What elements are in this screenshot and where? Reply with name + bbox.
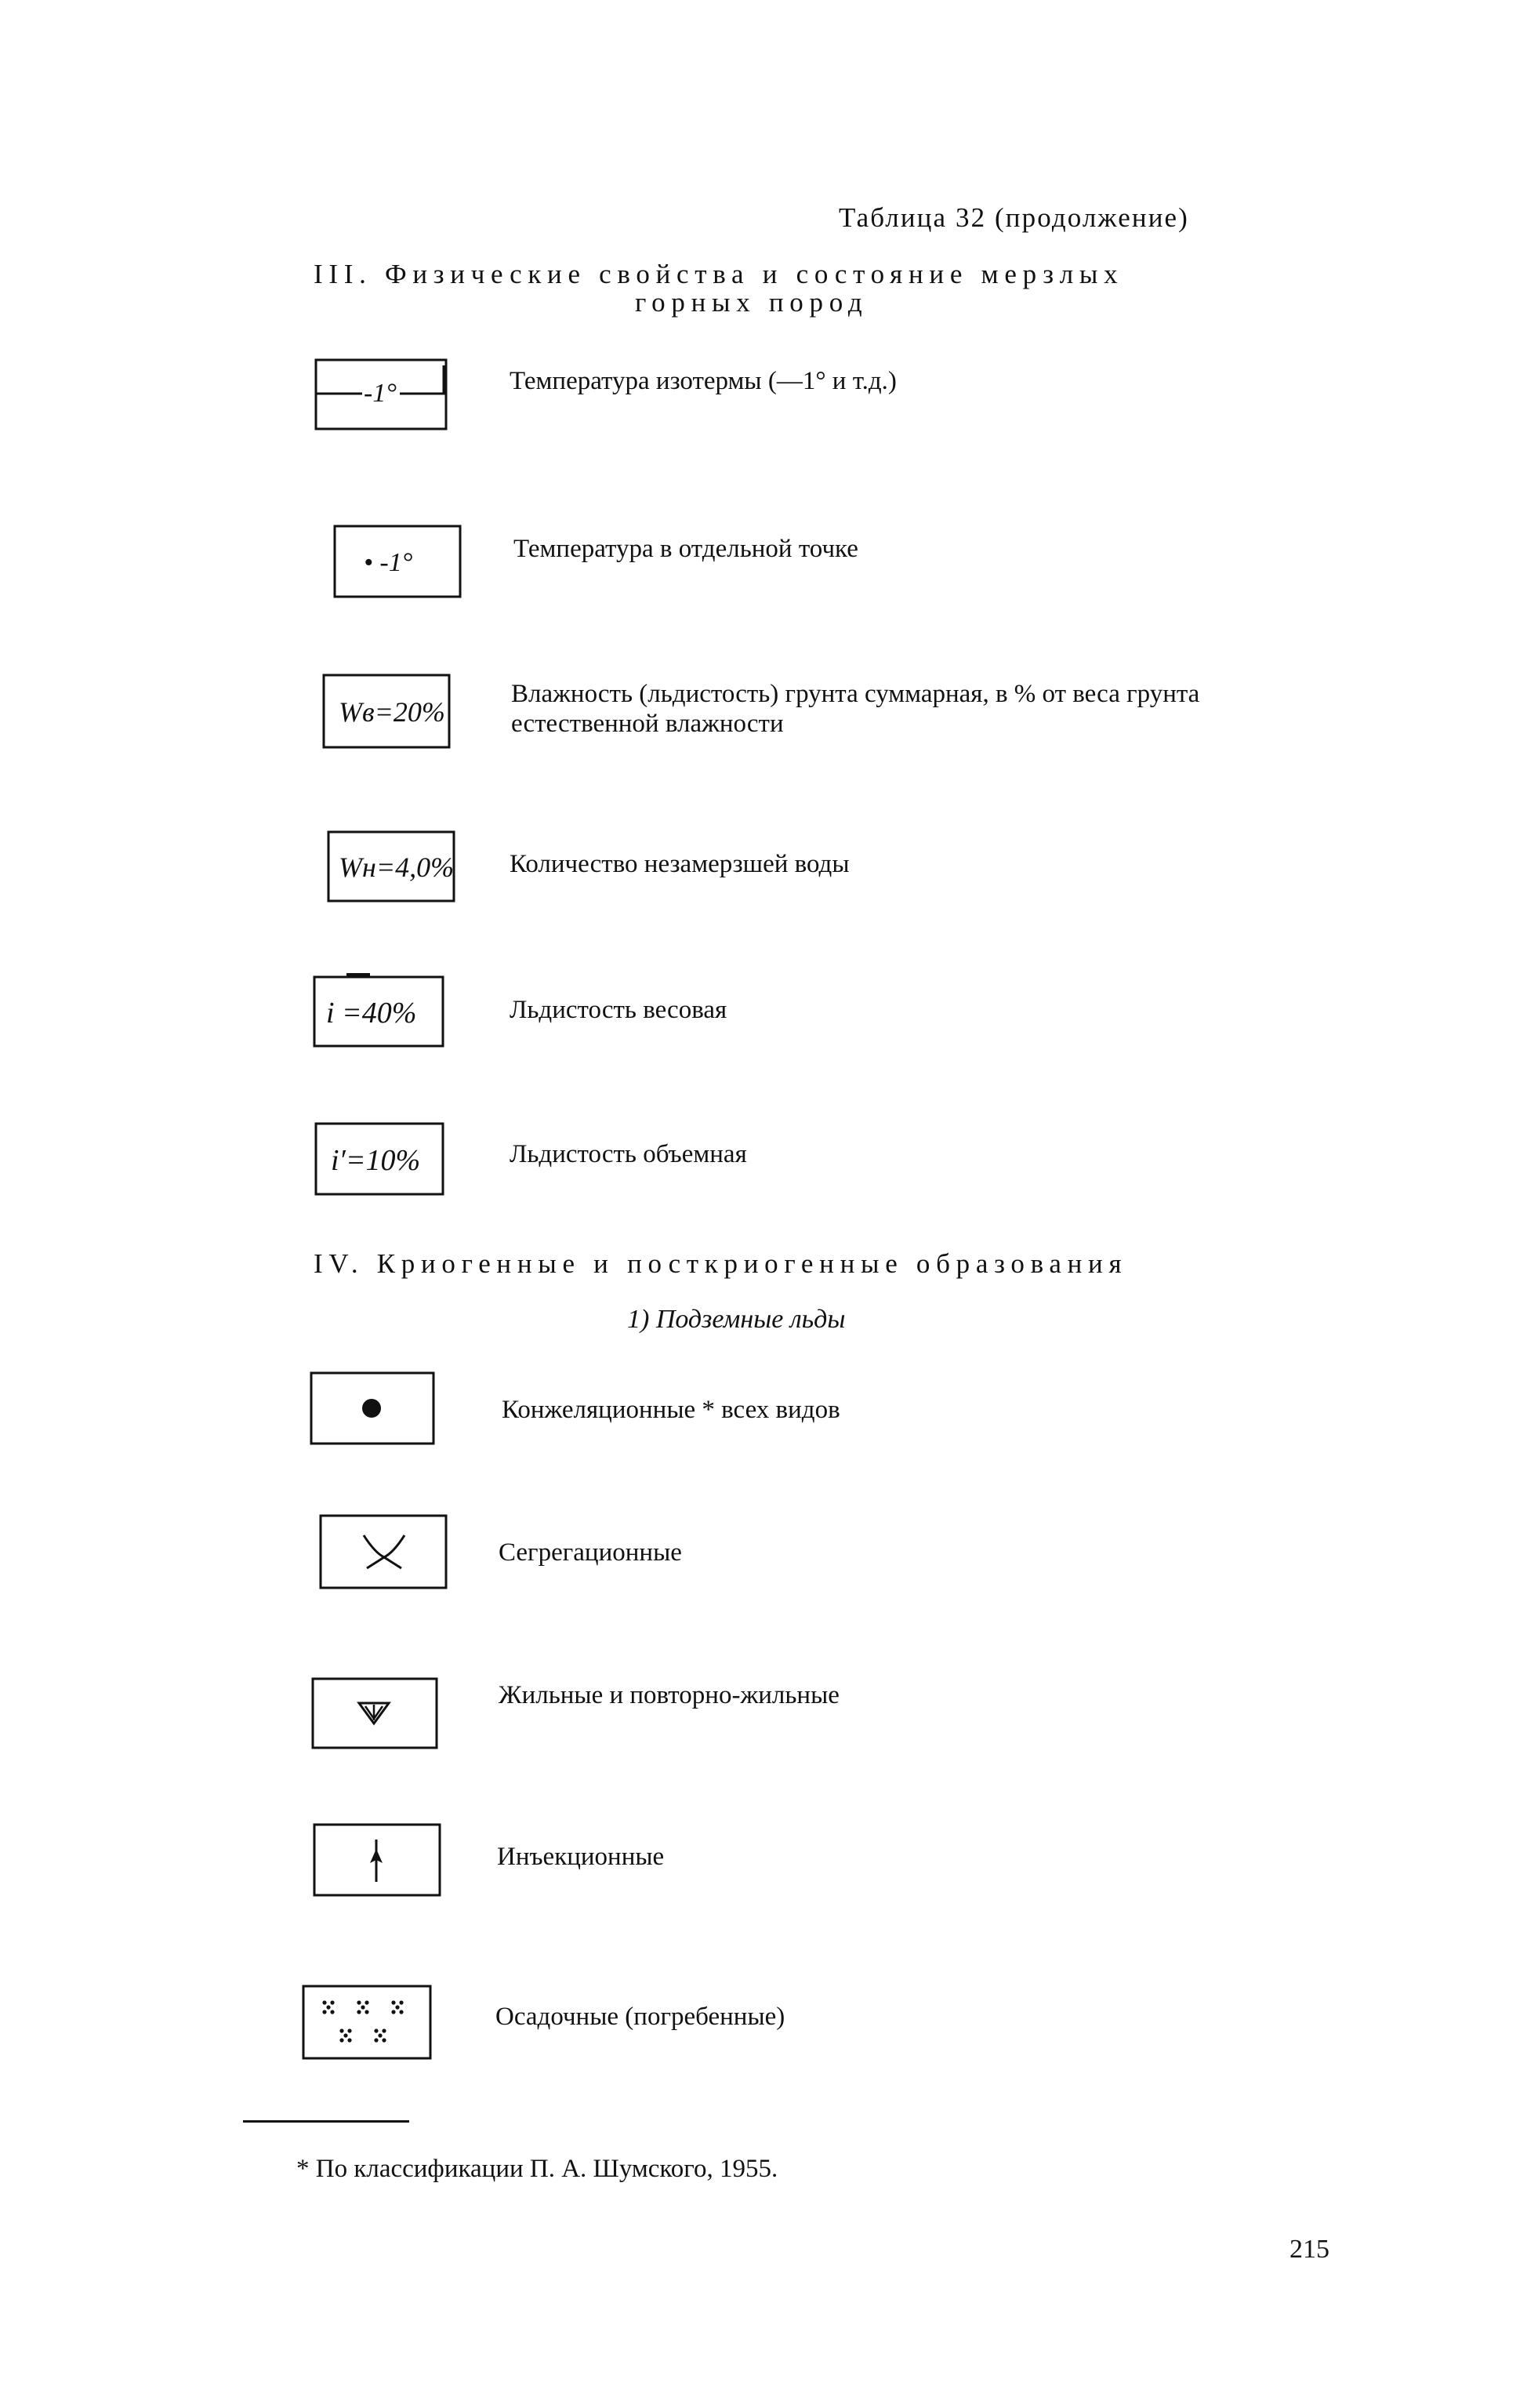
solid-dot-icon xyxy=(309,1371,436,1446)
unfrozen-water-symbol xyxy=(326,830,456,903)
legend-text-total-moisture: Влажность (льдистость) грунта суммарная, в % от веса грунта естественной влажности xyxy=(511,680,1200,738)
section-title-continued: горных пород xyxy=(635,287,869,318)
legend-text-point-temperature: Температура в отдельной точке xyxy=(513,535,858,563)
legend-text-isotherm: Температура изотермы (—1° и т.д.) xyxy=(510,367,897,395)
segregation-wedge-icon xyxy=(318,1513,448,1590)
weight-ice-content-symbol xyxy=(312,972,445,1049)
legend-text-volumetric-ice-content: Льдистость объемная xyxy=(510,1140,747,1168)
svg-text:Wв=20%: Wв=20% xyxy=(339,696,445,728)
total-moisture-symbol xyxy=(321,673,452,750)
footnote-rule xyxy=(243,2120,409,2123)
legend-text-sedimentary-ice: Осадочные (погребенные) xyxy=(495,2003,785,2031)
point-temperature-symbol xyxy=(332,524,462,599)
injection-arrow-icon xyxy=(312,1822,442,1898)
dotted-pattern-icon xyxy=(301,1984,433,2061)
page-number: 215 xyxy=(1289,2235,1329,2264)
table-caption: Таблица 32 (продолжение) xyxy=(839,202,1189,233)
subsection-title: 1) Подземные льды xyxy=(627,1305,846,1334)
section-title: III. Физические свойства и состояние мерзлых xyxy=(314,259,1124,289)
svg-text:Wн=4,0%: Wн=4,0% xyxy=(339,852,455,883)
section-title: IV. Криогенные и посткриогенные образования xyxy=(314,1248,1128,1279)
legend-text-injection-ice: Инъекционные xyxy=(497,1843,665,1871)
legend-text-segregation-ice: Сегрегационные xyxy=(499,1538,682,1567)
isotherm-symbol xyxy=(314,358,448,431)
legend-text-unfrozen-water: Количество незамерзшей воды xyxy=(510,850,850,878)
legend-text-congelation-ice: Конжеляционные * всех видов xyxy=(502,1396,840,1424)
svg-text:i =40%: i =40% xyxy=(326,997,417,1030)
svg-text:• -1°: • -1° xyxy=(364,548,413,577)
legend-text-vein-ice: Жильные и повторно-жильные xyxy=(499,1681,840,1709)
vein-ice-icon xyxy=(310,1676,439,1750)
svg-text:-1°: -1° xyxy=(364,379,397,408)
legend-text-weight-ice-content: Льдистость весовая xyxy=(510,996,727,1024)
svg-text:i′=10%: i′=10% xyxy=(331,1144,421,1177)
volumetric-ice-content-symbol xyxy=(314,1121,445,1197)
footnote: * По классификации П. А. Шумского, 1955. xyxy=(296,2155,778,2183)
